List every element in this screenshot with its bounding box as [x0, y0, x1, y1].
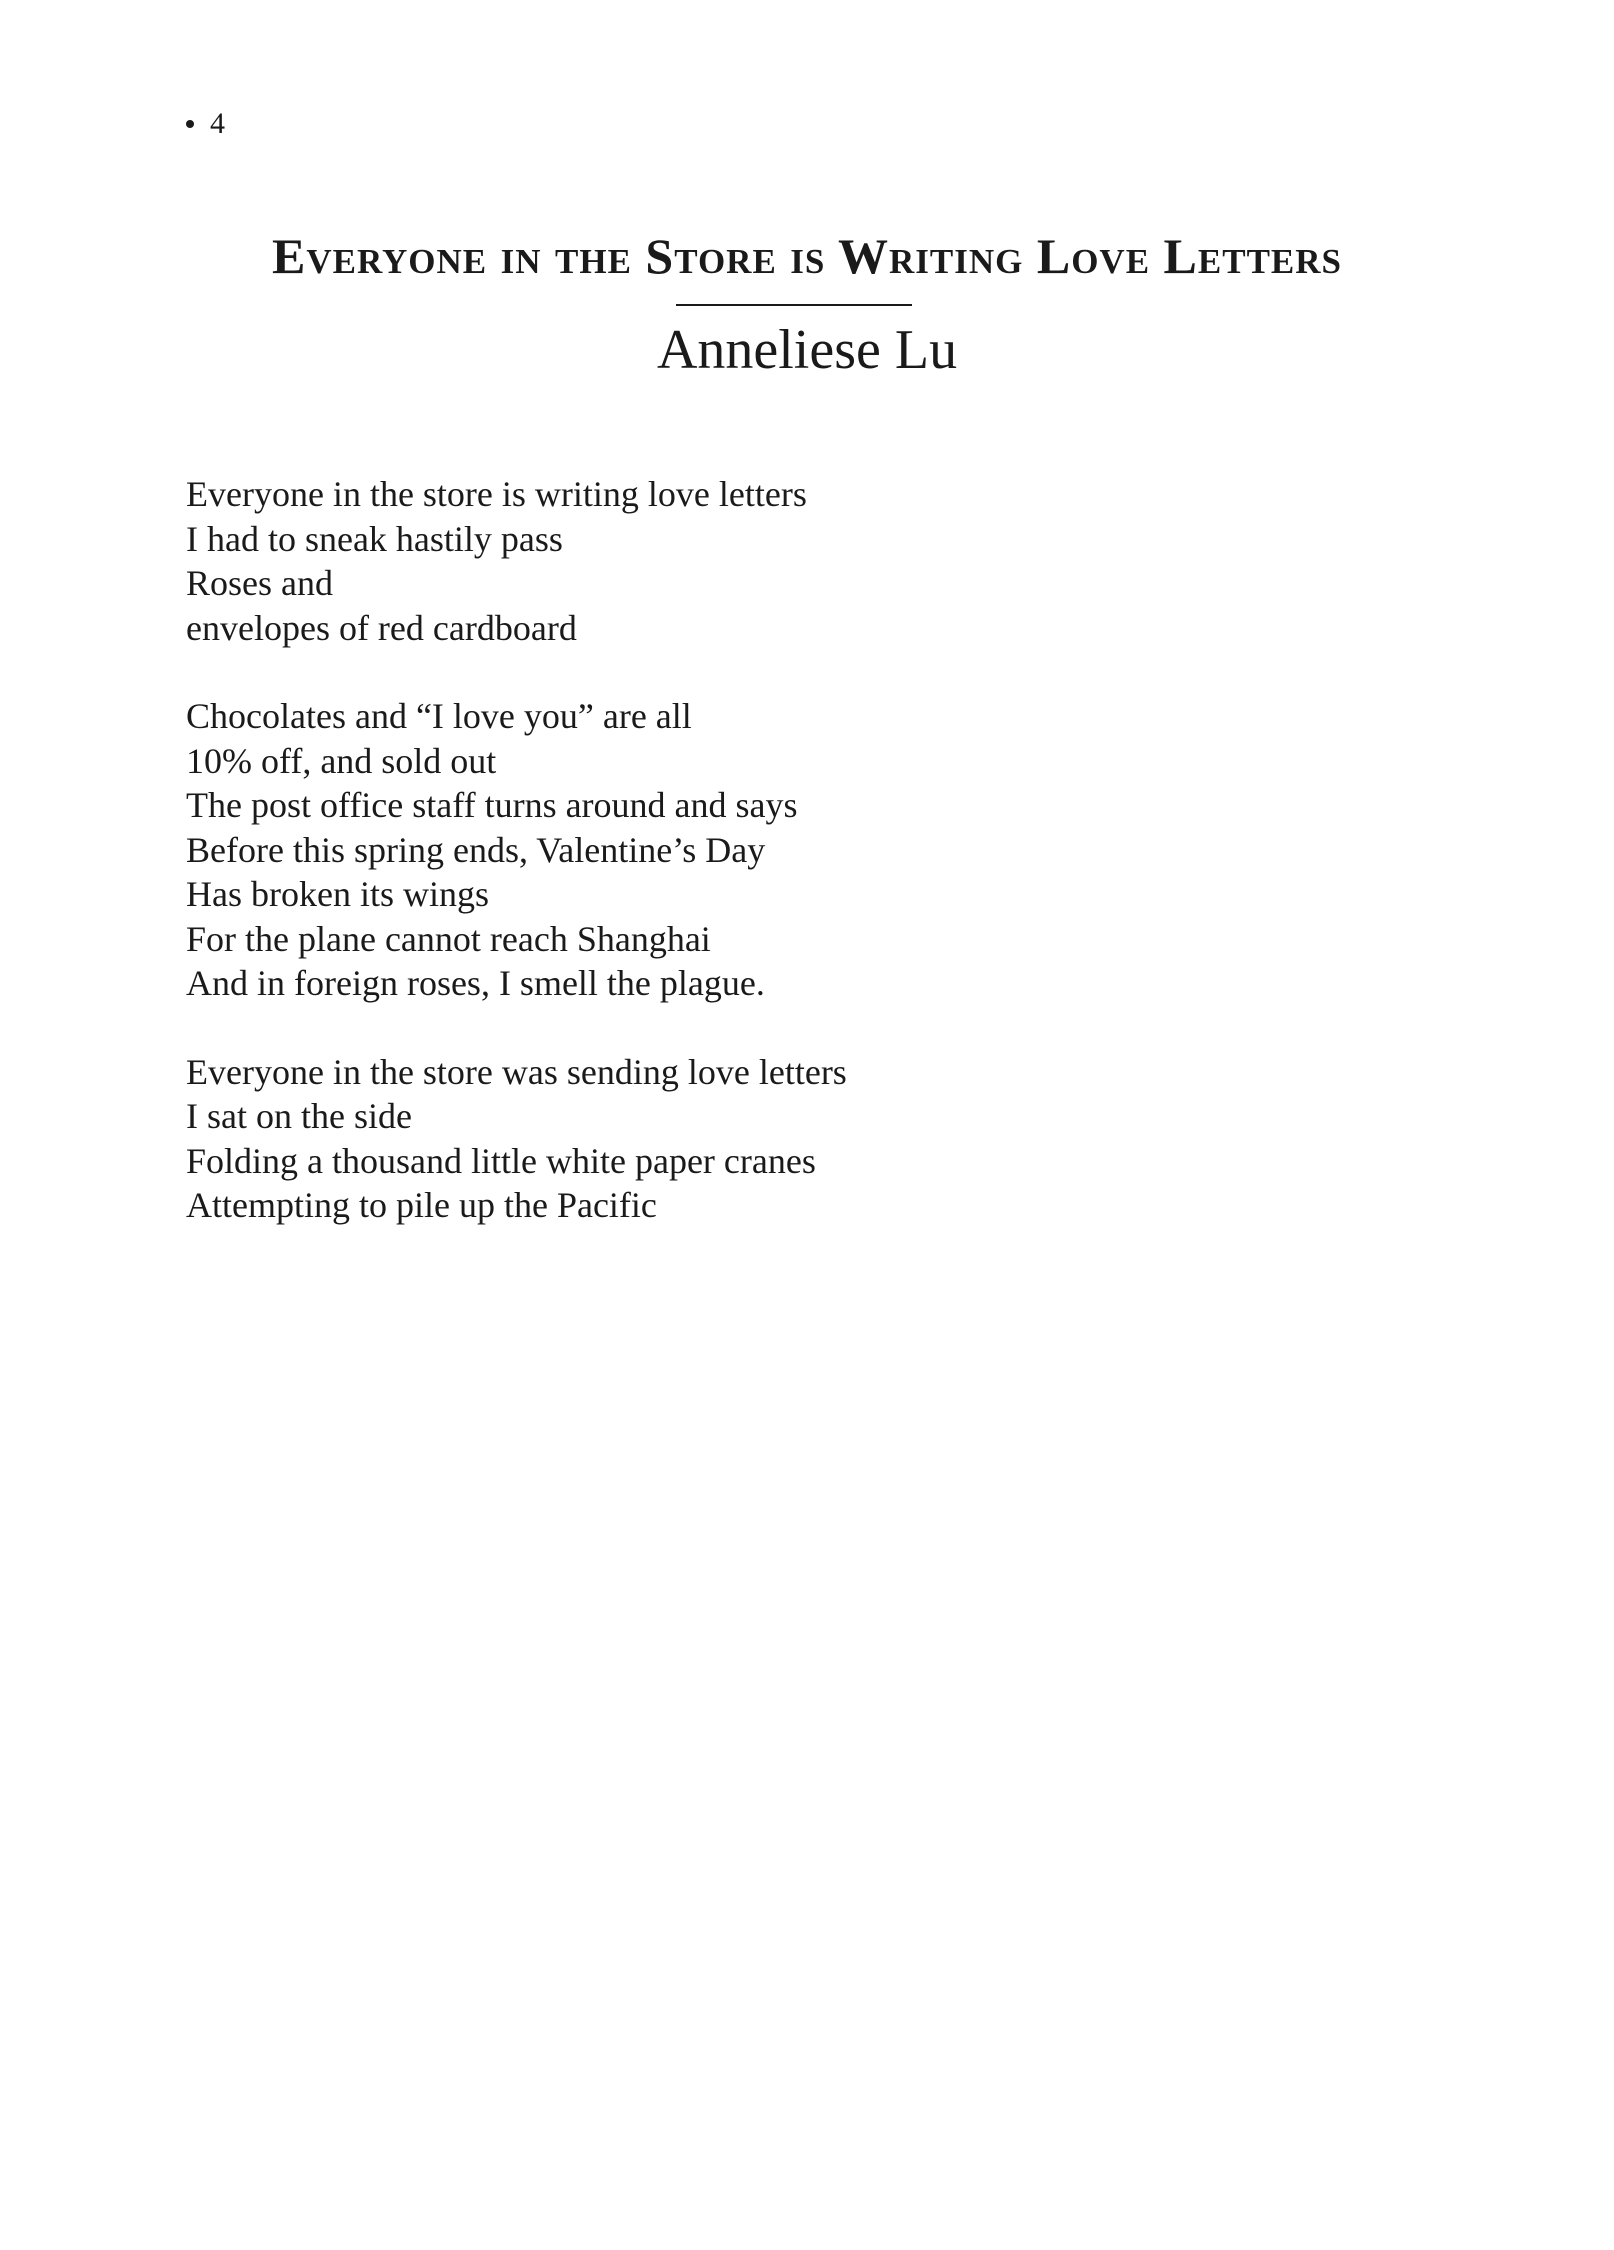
poem-line: Everyone in the store was sending love letters — [186, 1051, 847, 1092]
poem-line: I had to sneak hastily pass — [186, 518, 563, 559]
poem-line: Before this spring ends, Valentine’s Day — [186, 829, 766, 870]
poem-title: Everyone in the Store is Writing Love Letters — [271, 228, 1343, 284]
title-divider — [676, 304, 912, 306]
bullet-icon — [186, 120, 194, 128]
poem-line: Everyone in the store is writing love letters — [186, 474, 807, 514]
poem-line: Folding a thousand little white paper cranes — [186, 1140, 816, 1181]
poem-line: For the plane cannot reach Shanghai — [186, 918, 711, 959]
poem-line: 10% off, and sold out — [186, 740, 497, 781]
poem-line: I sat on the side — [186, 1096, 412, 1136]
poem-line: Chocolates and “I love you” are all — [186, 696, 692, 736]
poem-line: envelopes of red cardboard — [186, 607, 577, 648]
poem-body — [186, 472, 1386, 1272]
page-number-text: 4 — [210, 107, 225, 140]
poem-line: Attempting to pile up the Pacific — [186, 1185, 657, 1225]
stanza-3 — [186, 1050, 1386, 1228]
poem-author: Anneliese Lu — [656, 319, 958, 381]
poem-line: The post office staff turns around and says — [186, 785, 798, 825]
stanza-1 — [186, 472, 1386, 650]
poem-line: Roses and — [186, 563, 333, 603]
poem-line: And in foreign roses, I smell the plague. — [186, 963, 765, 1003]
stanza-2 — [186, 694, 1386, 1006]
page-number — [186, 104, 225, 144]
poem-line: Has broken its wings — [186, 874, 489, 914]
